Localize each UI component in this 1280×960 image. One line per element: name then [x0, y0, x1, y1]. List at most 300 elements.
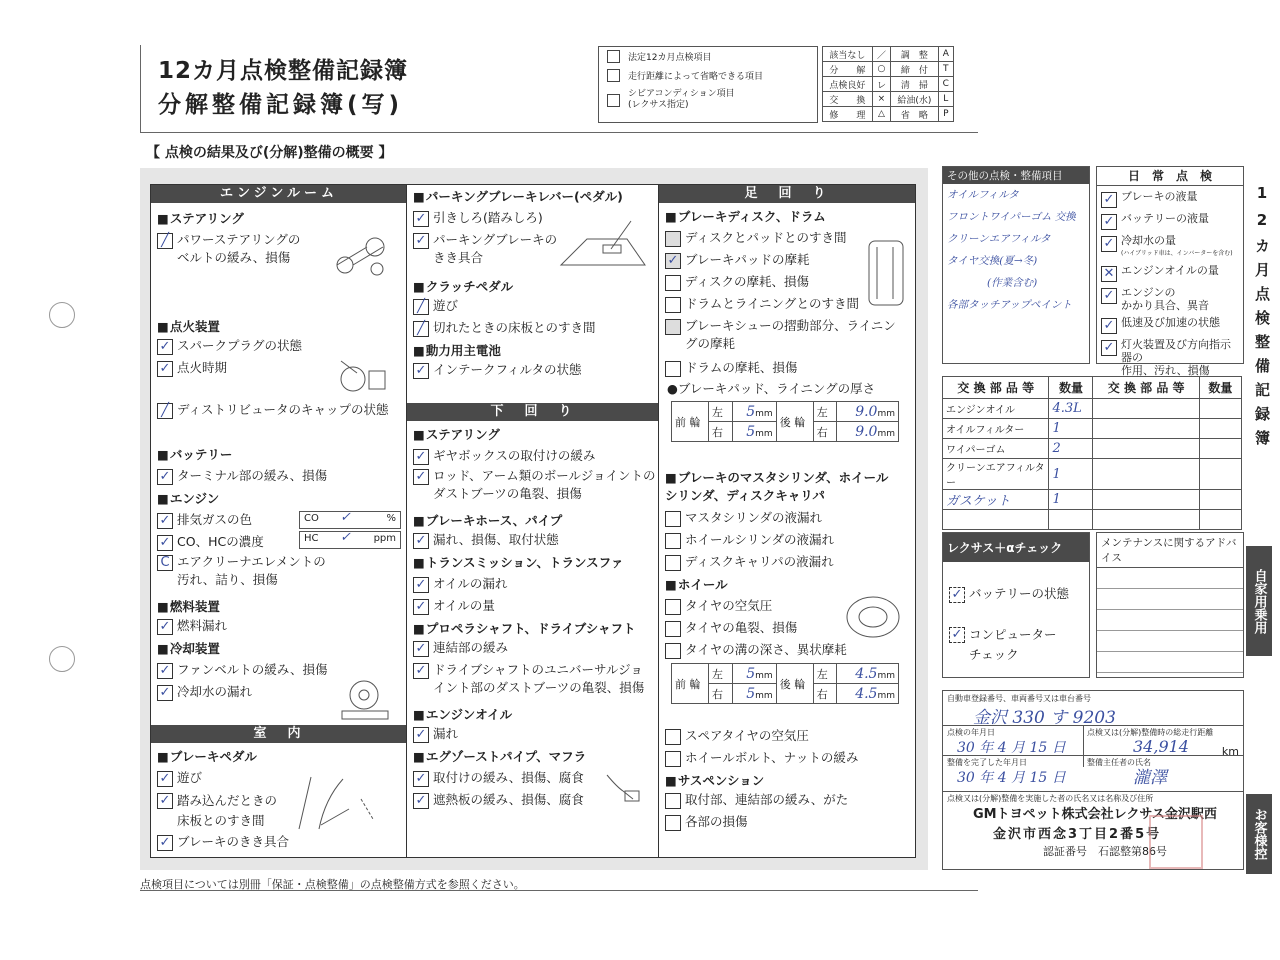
- item-label: タイヤの亀裂、損傷: [685, 620, 798, 635]
- check-drum-gap[interactable]: [665, 295, 859, 313]
- checkbox[interactable]: [665, 533, 681, 549]
- part-qty[interactable]: [1199, 510, 1241, 530]
- section-cooling: ■ 冷却装置: [157, 639, 220, 657]
- tab-customer-copy[interactable]: お客様控: [1246, 794, 1272, 874]
- interior-header: 室 内: [151, 725, 407, 743]
- pad-rr[interactable]: 9.0mm: [837, 422, 899, 442]
- symbol-row: [823, 62, 954, 77]
- shop-stamp: [1149, 815, 1203, 869]
- checkbox[interactable]: [665, 275, 681, 291]
- section-suspension: ■ サスペンション: [665, 771, 764, 789]
- check-parking-eff[interactable]: [413, 231, 557, 267]
- binder-hole: [49, 646, 75, 672]
- underbody-header: 下 回 り: [407, 403, 659, 421]
- checkbox[interactable]: ✓: [413, 599, 429, 615]
- page-title: 12カ月点検整備記録簿: [158, 58, 409, 84]
- hc-label: HC: [304, 533, 319, 544]
- symbol-cell: C: [938, 77, 953, 92]
- checkbox[interactable]: ✓: [413, 641, 429, 657]
- left-label: 左: [813, 402, 837, 422]
- left-label: 左: [813, 664, 837, 684]
- part-qty[interactable]: [1199, 419, 1241, 439]
- checkbox[interactable]: ✓: [413, 663, 429, 679]
- check-caliper-leak[interactable]: [665, 553, 834, 571]
- right-label: 右: [813, 422, 837, 442]
- item-label: コンピューター チェック: [969, 627, 1057, 662]
- daily-header: 日 常 点 検: [1097, 167, 1243, 186]
- checkbox[interactable]: ✓: [157, 835, 173, 851]
- checkbox[interactable]: [665, 815, 681, 831]
- shop-note: 点検又は(分解)整備を実施した者の氏名又は名称及び住所: [947, 794, 1154, 803]
- hybrid-note: (ハイブリッド車は、インバーターを含む): [1121, 250, 1233, 257]
- engine-column: [150, 184, 408, 858]
- checkbox[interactable]: [665, 729, 681, 745]
- shop-address: 金沢市西念3丁目2番5号: [993, 827, 1162, 842]
- symbol-cell: 交 換: [823, 92, 873, 107]
- checkbox[interactable]: ✓: [157, 793, 173, 809]
- checkbox[interactable]: ✓: [413, 793, 429, 809]
- item-label: ドライブシャフトのユニバーサルジョ イント部のダストブーツの亀裂、損傷: [433, 662, 645, 695]
- checkbox[interactable]: ╱: [157, 233, 173, 249]
- check-air-cleaner[interactable]: [157, 553, 326, 589]
- section-exhaust: ■ エグゾーストパイプ、マフラ: [413, 747, 586, 765]
- check-oil-leak[interactable]: [413, 575, 507, 593]
- date-label: 点検の年月日: [947, 728, 995, 737]
- section-propeller: ■ プロペラシャフト、ドライブシャフト: [413, 619, 635, 637]
- other-notes[interactable]: [943, 184, 1089, 316]
- symbol-row: [823, 107, 954, 122]
- other-items-box: [942, 166, 1090, 364]
- checkbox[interactable]: ╱: [157, 403, 173, 419]
- section-brake-disc: ■ ブレーキディスク、ドラム: [665, 207, 826, 225]
- tread-rl[interactable]: 4.5mm: [837, 664, 899, 684]
- item-label: ロッド、アーム類のボールジョイントの ダストブーツの亀裂、損傷: [433, 468, 656, 501]
- part-qty[interactable]: [1199, 459, 1241, 490]
- item-label: 取付部、連結部の緩み、がた: [685, 792, 849, 807]
- check-power-steering[interactable]: [157, 231, 300, 267]
- checkbox[interactable]: [665, 751, 681, 767]
- section-ignition: ■ 点火装置: [157, 317, 220, 335]
- part-name[interactable]: ガスケット: [943, 490, 1049, 510]
- checkbox[interactable]: ✓: [157, 663, 173, 679]
- part-name[interactable]: [1093, 419, 1199, 439]
- symbol-cell: ○: [872, 62, 891, 77]
- item-label: ドラムとライニングとのすき間: [685, 296, 860, 311]
- item-label: ドラムの摩耗、損傷: [685, 360, 798, 375]
- parts-row: [943, 439, 1242, 459]
- symbol-cell: L: [938, 92, 953, 107]
- part-name[interactable]: [1093, 439, 1199, 459]
- reg-value[interactable]: 金沢 330 す 9203: [973, 708, 1116, 728]
- right-label: 右: [709, 422, 733, 442]
- check-terminal[interactable]: [157, 467, 327, 485]
- symbol-cell: 省 略: [891, 107, 938, 122]
- daily-item[interactable]: [1101, 264, 1239, 282]
- front-label: 前 輪: [672, 664, 709, 704]
- pad-fl[interactable]: 5mm: [732, 402, 776, 422]
- tread-depth-table: [671, 663, 899, 704]
- symbol-cell: 調 整: [891, 47, 938, 62]
- section-battery: ■ バッテリー: [157, 445, 232, 463]
- note-line: 各部タッチアップペイント: [947, 299, 1072, 311]
- chassis-header: 足 回 り: [659, 185, 915, 203]
- checkbox[interactable]: [665, 319, 681, 335]
- check-gearbox[interactable]: [413, 447, 595, 465]
- tab-private[interactable]: 自家用乗用: [1246, 546, 1272, 656]
- section-clutch: ■ クラッチペダル: [413, 277, 513, 295]
- check-pedal-play[interactable]: [157, 769, 202, 787]
- tread-fr[interactable]: 5mm: [732, 684, 776, 704]
- check-hose[interactable]: [413, 531, 559, 549]
- part-qty[interactable]: 1: [1049, 419, 1093, 439]
- symbol-row: [823, 92, 954, 107]
- item-label: インテークフィルタの状態: [433, 362, 582, 377]
- check-spare[interactable]: [665, 727, 809, 745]
- checkbox[interactable]: ✓: [413, 727, 429, 743]
- legend-item: シビアコンディション項目 (レクサス指定): [628, 89, 735, 110]
- symbol-cell: 修 理: [823, 107, 873, 122]
- checkbox[interactable]: [665, 231, 681, 247]
- check-tire-pressure[interactable]: [665, 597, 772, 615]
- hc-unit: ppm: [373, 533, 396, 544]
- daily-item[interactable]: [1101, 212, 1239, 230]
- section-brake-hose: ■ ブレーキホース、パイプ: [413, 511, 562, 529]
- part-name[interactable]: [1093, 490, 1199, 510]
- check-joint[interactable]: [413, 639, 508, 657]
- check-shoe[interactable]: [665, 317, 896, 353]
- symbol-cell: 点検良好: [823, 77, 873, 92]
- check-coolant-leak[interactable]: [157, 683, 252, 701]
- legend-square: [607, 50, 620, 63]
- check-rod[interactable]: [413, 467, 655, 503]
- done-value[interactable]: 30 年 4 月 15 日: [957, 770, 1066, 786]
- check-wheel-bolt[interactable]: [665, 749, 858, 767]
- engine-room-header: エンジンルーム: [151, 185, 407, 203]
- check-oil-level[interactable]: [413, 597, 495, 615]
- daily-item[interactable]: [1101, 190, 1239, 208]
- symbol-cell: 分 解: [823, 62, 873, 77]
- item-label: ホイールボルト、ナットの緩み: [685, 750, 859, 765]
- item-label: 燃料漏れ: [177, 618, 228, 633]
- odo-unit: km: [1221, 745, 1239, 758]
- checkbox[interactable]: [665, 361, 681, 377]
- item-label: 引きしろ(踏みしろ): [433, 210, 543, 225]
- item-label: エンジンの かかり具合、異音: [1121, 286, 1209, 312]
- section-transmission: ■ トランスミッション、トランスファ: [413, 553, 623, 571]
- item-label: ファンベルトの緩み、損傷: [177, 662, 328, 677]
- section-wheel: ■ ホイール: [665, 575, 728, 593]
- item-label: スパークプラグの状態: [177, 338, 303, 353]
- parts-row: [943, 510, 1242, 530]
- middle-column: [406, 184, 660, 858]
- item-label: 遮熱板の緩み、損傷、腐食: [433, 792, 584, 807]
- part-qty[interactable]: 1: [1049, 490, 1093, 510]
- parts-header: 数量: [1199, 377, 1241, 399]
- part-name[interactable]: エンジンオイル: [943, 399, 1049, 419]
- item-label: バッテリーの液量: [1121, 212, 1209, 225]
- checkbox[interactable]: ✓: [413, 363, 429, 379]
- pedal-illustration: [291, 769, 401, 839]
- section-main-battery: ■ 動力用主電池: [413, 341, 501, 359]
- section-engine: ■ エンジン: [157, 489, 219, 507]
- checkbox[interactable]: [665, 555, 681, 571]
- checkbox[interactable]: ✓: [157, 619, 173, 635]
- check-tread[interactable]: [665, 641, 847, 659]
- part-name[interactable]: オイルフィルター: [943, 419, 1049, 439]
- chassis-column: [658, 184, 916, 858]
- checkbox[interactable]: ✓: [1101, 214, 1117, 230]
- parts-row: [943, 419, 1242, 439]
- checkbox[interactable]: ✓: [1101, 192, 1117, 208]
- daily-item[interactable]: [1101, 286, 1239, 312]
- rear-label: 後 輪: [776, 664, 813, 704]
- legend-item: 走行距離によって省略できる項目: [628, 72, 764, 82]
- checkbox[interactable]: [665, 621, 681, 637]
- checkbox[interactable]: ╱: [413, 321, 429, 337]
- section-engine-oil: ■ エンジンオイル: [413, 705, 512, 723]
- part-name[interactable]: [943, 510, 1049, 530]
- symbol-row: [823, 47, 954, 62]
- item-label: 踏み込んだときの 床板とのすき間: [177, 793, 278, 828]
- co-mark: ✓: [340, 510, 351, 525]
- check-timing[interactable]: [157, 359, 227, 377]
- co-field[interactable]: [299, 511, 401, 529]
- part-qty[interactable]: [1199, 399, 1241, 419]
- item-label: ターミナル部の緩み、損傷: [177, 468, 328, 483]
- footer-note: 点検項目については別冊「保証・点検整備」の点検整備方式を参照ください。: [140, 878, 525, 891]
- check-disc-wear[interactable]: [665, 273, 809, 291]
- item-label: 漏れ、損傷、取付状態: [433, 532, 559, 547]
- check-distributor[interactable]: [157, 401, 389, 419]
- part-name[interactable]: クリーンエアフィルター: [943, 459, 1049, 490]
- muffler-illustration: [603, 769, 647, 809]
- part-qty[interactable]: [1049, 510, 1093, 530]
- legend-square: [607, 94, 620, 107]
- check-tire-crack[interactable]: [665, 619, 797, 637]
- parts-row: [943, 459, 1242, 490]
- symbol-cell: レ: [872, 77, 891, 92]
- footer-rule: [140, 890, 978, 891]
- check-co-hc[interactable]: [157, 533, 264, 551]
- item-label: マスタシリンダの液漏れ: [685, 510, 823, 525]
- check-wheel-cyl-leak[interactable]: [665, 531, 834, 549]
- part-qty[interactable]: [1199, 490, 1241, 510]
- checkbox[interactable]: ✓: [413, 533, 429, 549]
- part-qty[interactable]: 4.3L: [1049, 399, 1093, 419]
- checkbox[interactable]: [665, 297, 681, 313]
- checkbox[interactable]: ✓: [1101, 288, 1117, 304]
- checkbox[interactable]: [665, 599, 681, 615]
- check-exhaust-color[interactable]: [157, 511, 252, 529]
- part-name[interactable]: ワイパーゴム: [943, 439, 1049, 459]
- check-engine-oil-leak[interactable]: [413, 725, 458, 743]
- check-brake-eff[interactable]: [157, 833, 289, 851]
- parts-row: [943, 399, 1242, 419]
- check-pad-wear[interactable]: [665, 251, 810, 269]
- tread-fl[interactable]: 5mm: [732, 664, 776, 684]
- checkbox[interactable]: ✓: [413, 469, 429, 485]
- checkbox[interactable]: ✓: [665, 253, 681, 269]
- checkbox[interactable]: ✓: [1101, 236, 1117, 252]
- lexus-check-box: [942, 532, 1090, 678]
- item-label: 排気ガスの色: [177, 512, 253, 527]
- checkbox[interactable]: ✓: [949, 627, 965, 643]
- item-label: タイヤの空気圧: [685, 598, 773, 613]
- check-disc-gap[interactable]: [665, 229, 847, 247]
- odo-value[interactable]: 34,914: [1133, 737, 1189, 756]
- checkbox[interactable]: ✓: [157, 339, 173, 355]
- check-clutch-play[interactable]: [413, 297, 458, 315]
- section-under-steering: ■ ステアリング: [413, 425, 500, 443]
- item-label: 取付けの緩み、損傷、腐食: [433, 770, 584, 785]
- checkbox[interactable]: ✓: [157, 685, 173, 701]
- daily-item[interactable]: [1101, 338, 1239, 377]
- part-qty[interactable]: 1: [1049, 459, 1093, 490]
- tire-illustration: [839, 589, 903, 639]
- side-title: 12カ月点検整備記録簿: [1253, 184, 1271, 454]
- pad-thickness-table: [671, 401, 899, 442]
- daily-item[interactable]: [1101, 316, 1239, 334]
- check-fan-belt[interactable]: [157, 661, 328, 679]
- item-label: 遊び: [433, 298, 459, 313]
- checkbox[interactable]: ✓: [157, 513, 173, 529]
- checkbox[interactable]: C: [157, 555, 173, 571]
- symbol-cell: 給油(水): [891, 92, 938, 107]
- part-qty[interactable]: 2: [1049, 439, 1093, 459]
- checkbox[interactable]: ✓: [157, 771, 173, 787]
- vehicle-info-box: [942, 690, 1244, 870]
- item-label: ホイールシリンダの液漏れ: [685, 532, 834, 547]
- check-parking-pull[interactable]: [413, 209, 543, 227]
- check-spark-plug[interactable]: [157, 337, 302, 355]
- symbol-cell: P: [938, 107, 953, 122]
- item-label: ディスクとパッドとのすき間: [685, 230, 847, 245]
- lever-illustration: [557, 215, 653, 269]
- check-master-leak[interactable]: [665, 509, 822, 527]
- checkbox[interactable]: ✓: [157, 469, 173, 485]
- belt-illustration: [331, 235, 391, 279]
- checkbox[interactable]: ✓: [413, 449, 429, 465]
- item-label: エンジンオイルの量: [1121, 264, 1219, 277]
- reg-label: 自動車登録番号、車両番号又は車台番号: [947, 694, 1091, 703]
- checkbox[interactable]: ✕: [1101, 266, 1117, 282]
- pad-fr[interactable]: 5mm: [732, 422, 776, 442]
- legend-box: [598, 46, 818, 123]
- hc-field[interactable]: [299, 531, 401, 549]
- symbol-cell: 締 付: [891, 62, 938, 77]
- check-lexus-battery[interactable]: [949, 585, 1069, 603]
- symbol-cell: A: [938, 47, 953, 62]
- checkbox[interactable]: ✓: [1101, 340, 1117, 356]
- part-name[interactable]: [1093, 459, 1199, 490]
- check-drive-boot[interactable]: [413, 661, 644, 697]
- section-brake-pedal: ■ ブレーキペダル: [157, 747, 257, 765]
- item-label: ギヤボックスの取付けの緩み: [433, 448, 596, 463]
- checkbox[interactable]: ✓: [413, 211, 429, 227]
- daily-list: [1097, 186, 1243, 377]
- note-line: オイルフィルタ: [947, 189, 1019, 201]
- done-label: 整備を完了した年月日: [947, 758, 1027, 767]
- item-label: 低速及び加速の状態: [1121, 316, 1220, 329]
- note-line: タイヤ交換(夏→冬): [947, 255, 1038, 267]
- item-label: 点火時期: [177, 360, 228, 375]
- right-label: 右: [813, 684, 837, 704]
- disc-illustration: [859, 235, 911, 311]
- symbol-row: [823, 77, 954, 92]
- legend-square: [607, 69, 620, 82]
- check-heat-shield[interactable]: [413, 791, 584, 809]
- co-label: CO: [304, 513, 319, 524]
- checkbox[interactable]: ╱: [413, 299, 429, 315]
- item-label: ブレーキシューの摺動部分、ライニン グの摩耗: [685, 318, 896, 351]
- check-clutch-gap[interactable]: [413, 319, 596, 337]
- date-value[interactable]: 30 年 4 月 15 日: [957, 740, 1066, 756]
- checkbox[interactable]: [665, 793, 681, 809]
- check-lexus-computer[interactable]: [949, 625, 1057, 665]
- mgr-value[interactable]: 瀧澤: [1133, 768, 1167, 788]
- advice-header: メンテナンスに関するアドバイス: [1097, 533, 1243, 568]
- daily-item[interactable]: [1101, 234, 1239, 260]
- item-label: パワーステアリングの ベルトの緩み、損傷: [177, 232, 301, 265]
- checkbox[interactable]: ✓: [157, 535, 173, 551]
- check-susp-mount[interactable]: [665, 791, 848, 809]
- checkbox[interactable]: [665, 643, 681, 659]
- pad-rl[interactable]: 9.0mm: [837, 402, 899, 422]
- tread-rr[interactable]: 4.5mm: [837, 684, 899, 704]
- shop-name: GMトヨペット株式会社レクサス金沢駅西: [973, 807, 1217, 822]
- check-exhaust-mount[interactable]: [413, 769, 584, 787]
- part-qty[interactable]: [1199, 439, 1241, 459]
- checkbox[interactable]: ✓: [949, 587, 965, 603]
- item-label: 冷却水の量: [1121, 234, 1176, 247]
- note-line: (作業含む): [987, 277, 1038, 289]
- check-pedal-floor[interactable]: [157, 791, 277, 831]
- right-label: 右: [709, 684, 733, 704]
- part-name[interactable]: [1093, 399, 1199, 419]
- other-items-header: その他の点検・整備項目: [943, 167, 1089, 184]
- symbol-cell: 清 掃: [891, 77, 938, 92]
- item-label: 切れたときの床板とのすき間: [433, 320, 596, 335]
- parts-table: [942, 376, 1242, 530]
- symbol-cell: 該当なし: [823, 47, 873, 62]
- section-fuel: ■ 燃料装置: [157, 597, 220, 615]
- checkbox[interactable]: ✓: [413, 771, 429, 787]
- check-susp-damage[interactable]: [665, 813, 748, 831]
- item-label: ディスクキャリパの液漏れ: [685, 554, 834, 569]
- checkbox[interactable]: ✓: [157, 361, 173, 377]
- section-master-cylinder: ■ ブレーキのマスタシリンダ、ホイール シリンダ、ディスクキャリパ: [665, 469, 888, 505]
- checkbox[interactable]: ✓: [413, 233, 429, 249]
- item-label: スペアタイヤの空気圧: [685, 728, 809, 743]
- item-label: バッテリーの状態: [969, 586, 1070, 601]
- check-drum-wear[interactable]: [665, 359, 797, 377]
- co-unit: %: [386, 513, 396, 524]
- fan-illustration: [336, 665, 396, 725]
- ignition-illustration: [331, 353, 391, 397]
- thickness-label: ●ブレーキパッド、ライニングの厚さ: [667, 381, 876, 396]
- front-label: 前 輪: [672, 402, 709, 442]
- check-intake-filter[interactable]: [413, 361, 582, 379]
- checkbox[interactable]: ✓: [413, 577, 429, 593]
- checkbox[interactable]: ✓: [1101, 318, 1117, 334]
- checkbox[interactable]: [665, 511, 681, 527]
- left-label: 左: [709, 664, 733, 684]
- part-name[interactable]: [1093, 510, 1199, 530]
- binder-hole: [49, 302, 75, 328]
- check-fuel-leak[interactable]: [157, 617, 227, 635]
- note-line: クリーンエアフィルタ: [947, 233, 1051, 245]
- item-label: ブレーキのきき具合: [177, 834, 290, 849]
